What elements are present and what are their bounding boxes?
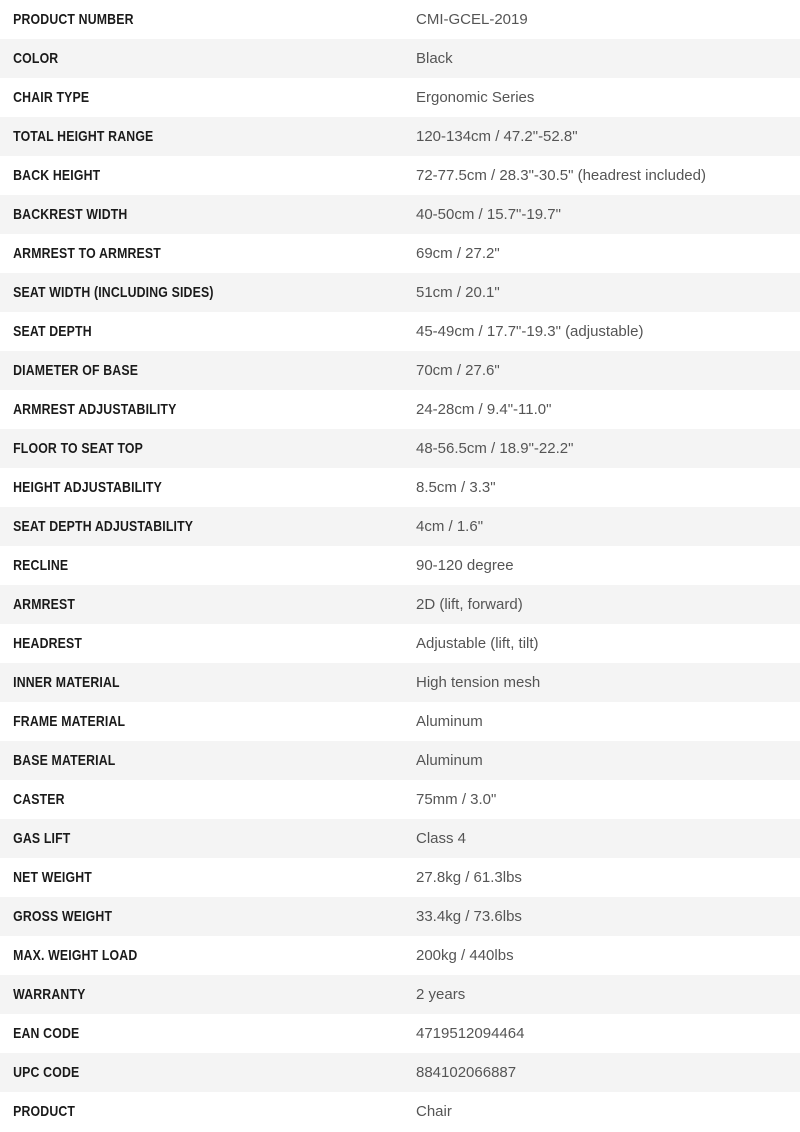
spec-label: ARMREST	[13, 596, 76, 613]
table-row	[0, 0, 800, 39]
table-row	[0, 468, 800, 507]
table-row	[0, 273, 800, 312]
spec-value: Aluminum	[416, 713, 483, 730]
spec-value: 4cm / 1.6"	[400, 507, 800, 546]
spec-value: 45-49cm / 17.7"-19.3" (adjustable)	[416, 323, 644, 340]
table-row	[0, 234, 800, 273]
spec-label: SEAT DEPTH ADJUSTABILITY	[13, 518, 194, 535]
spec-label: TOTAL HEIGHT RANGE	[13, 128, 154, 145]
spec-label: HEIGHT ADJUSTABILITY	[13, 479, 162, 496]
spec-value: 4719512094464	[416, 1025, 525, 1042]
spec-label: PRODUCT	[13, 1103, 76, 1120]
table-row	[0, 975, 800, 1014]
spec-value: 48-56.5cm / 18.9"-22.2"	[400, 429, 800, 468]
spec-value: Class 4	[400, 819, 800, 858]
table-row	[0, 78, 800, 117]
table-row	[0, 819, 800, 858]
table-row	[0, 780, 800, 819]
table-row	[0, 702, 800, 741]
spec-label: GAS LIFT	[13, 830, 71, 847]
spec-value: Chair	[416, 1103, 452, 1120]
table-row	[0, 390, 800, 429]
table-row	[0, 936, 800, 975]
table-row	[0, 585, 800, 624]
table-row	[0, 312, 800, 351]
spec-value: 200kg / 440lbs	[416, 947, 514, 964]
table-row	[0, 351, 800, 390]
spec-label: DIAMETER OF BASE	[13, 362, 139, 379]
spec-label: SEAT DEPTH	[13, 323, 92, 340]
spec-label: UPC CODE	[13, 1064, 80, 1081]
table-row	[0, 156, 800, 195]
table-row	[0, 1014, 800, 1053]
spec-value: Black	[400, 39, 800, 78]
spec-value: 2D (lift, forward)	[400, 585, 800, 624]
table-row	[0, 897, 800, 936]
spec-label: WARRANTY	[13, 986, 86, 1003]
spec-value: 2 years	[400, 975, 800, 1014]
spec-label: COLOR	[13, 50, 59, 67]
spec-label: ARMREST ADJUSTABILITY	[13, 401, 177, 418]
spec-value: Aluminum	[400, 741, 800, 780]
spec-label: PRODUCT NUMBER	[13, 11, 134, 28]
table-row	[0, 858, 800, 897]
table-row	[0, 663, 800, 702]
spec-label: FLOOR TO SEAT TOP	[13, 440, 144, 457]
spec-value: 40-50cm / 15.7"-19.7"	[400, 195, 800, 234]
spec-label: HEADREST	[13, 635, 83, 652]
spec-value: 90-120 degree	[416, 557, 514, 574]
spec-value: 27.8kg / 61.3lbs	[416, 869, 522, 886]
table-row	[0, 117, 800, 156]
spec-value: 120-134cm / 47.2"-52.8"	[400, 117, 800, 156]
spec-value: High tension mesh	[400, 663, 800, 702]
spec-label: CASTER	[13, 791, 65, 808]
spec-value: CMI-GCEL-2019	[416, 11, 528, 28]
table-row	[0, 546, 800, 585]
spec-label: CHAIR TYPE	[13, 89, 90, 106]
spec-value: 33.4kg / 73.6lbs	[400, 897, 800, 936]
spec-label: FRAME MATERIAL	[13, 713, 126, 730]
spec-value: 8.5cm / 3.3"	[416, 479, 496, 496]
table-row	[0, 507, 800, 546]
spec-label: ARMREST TO ARMREST	[13, 245, 161, 262]
table-row	[0, 429, 800, 468]
spec-value: 75mm / 3.0"	[416, 791, 497, 808]
spec-value: 51cm / 20.1"	[400, 273, 800, 312]
table-row	[0, 624, 800, 663]
table-row	[0, 1092, 800, 1131]
spec-label: SEAT WIDTH (INCLUDING SIDES)	[13, 284, 214, 301]
spec-label: RECLINE	[13, 557, 69, 574]
spec-label: BASE MATERIAL	[13, 752, 116, 769]
table-row	[0, 39, 800, 78]
spec-label: MAX. WEIGHT LOAD	[13, 947, 138, 964]
spec-label: INNER MATERIAL	[13, 674, 120, 691]
table-row	[0, 1053, 800, 1092]
spec-label: NET WEIGHT	[13, 869, 92, 886]
spec-value: 24-28cm / 9.4"-11.0"	[416, 401, 552, 418]
spec-value: 69cm / 27.2"	[416, 245, 500, 262]
spec-value: 884102066887	[400, 1053, 800, 1092]
spec-label: BACKREST WIDTH	[13, 206, 128, 223]
spec-label: BACK HEIGHT	[13, 167, 101, 184]
spec-label: EAN CODE	[13, 1025, 80, 1042]
spec-value: 70cm / 27.6"	[400, 351, 800, 390]
spec-value: Ergonomic Series	[416, 89, 535, 106]
spec-label: GROSS WEIGHT	[13, 908, 113, 925]
table-row	[0, 741, 800, 780]
spec-value: Adjustable (lift, tilt)	[416, 635, 539, 652]
spec-value: 72-77.5cm / 28.3"-30.5" (headrest included)	[416, 167, 706, 184]
table-row	[0, 195, 800, 234]
